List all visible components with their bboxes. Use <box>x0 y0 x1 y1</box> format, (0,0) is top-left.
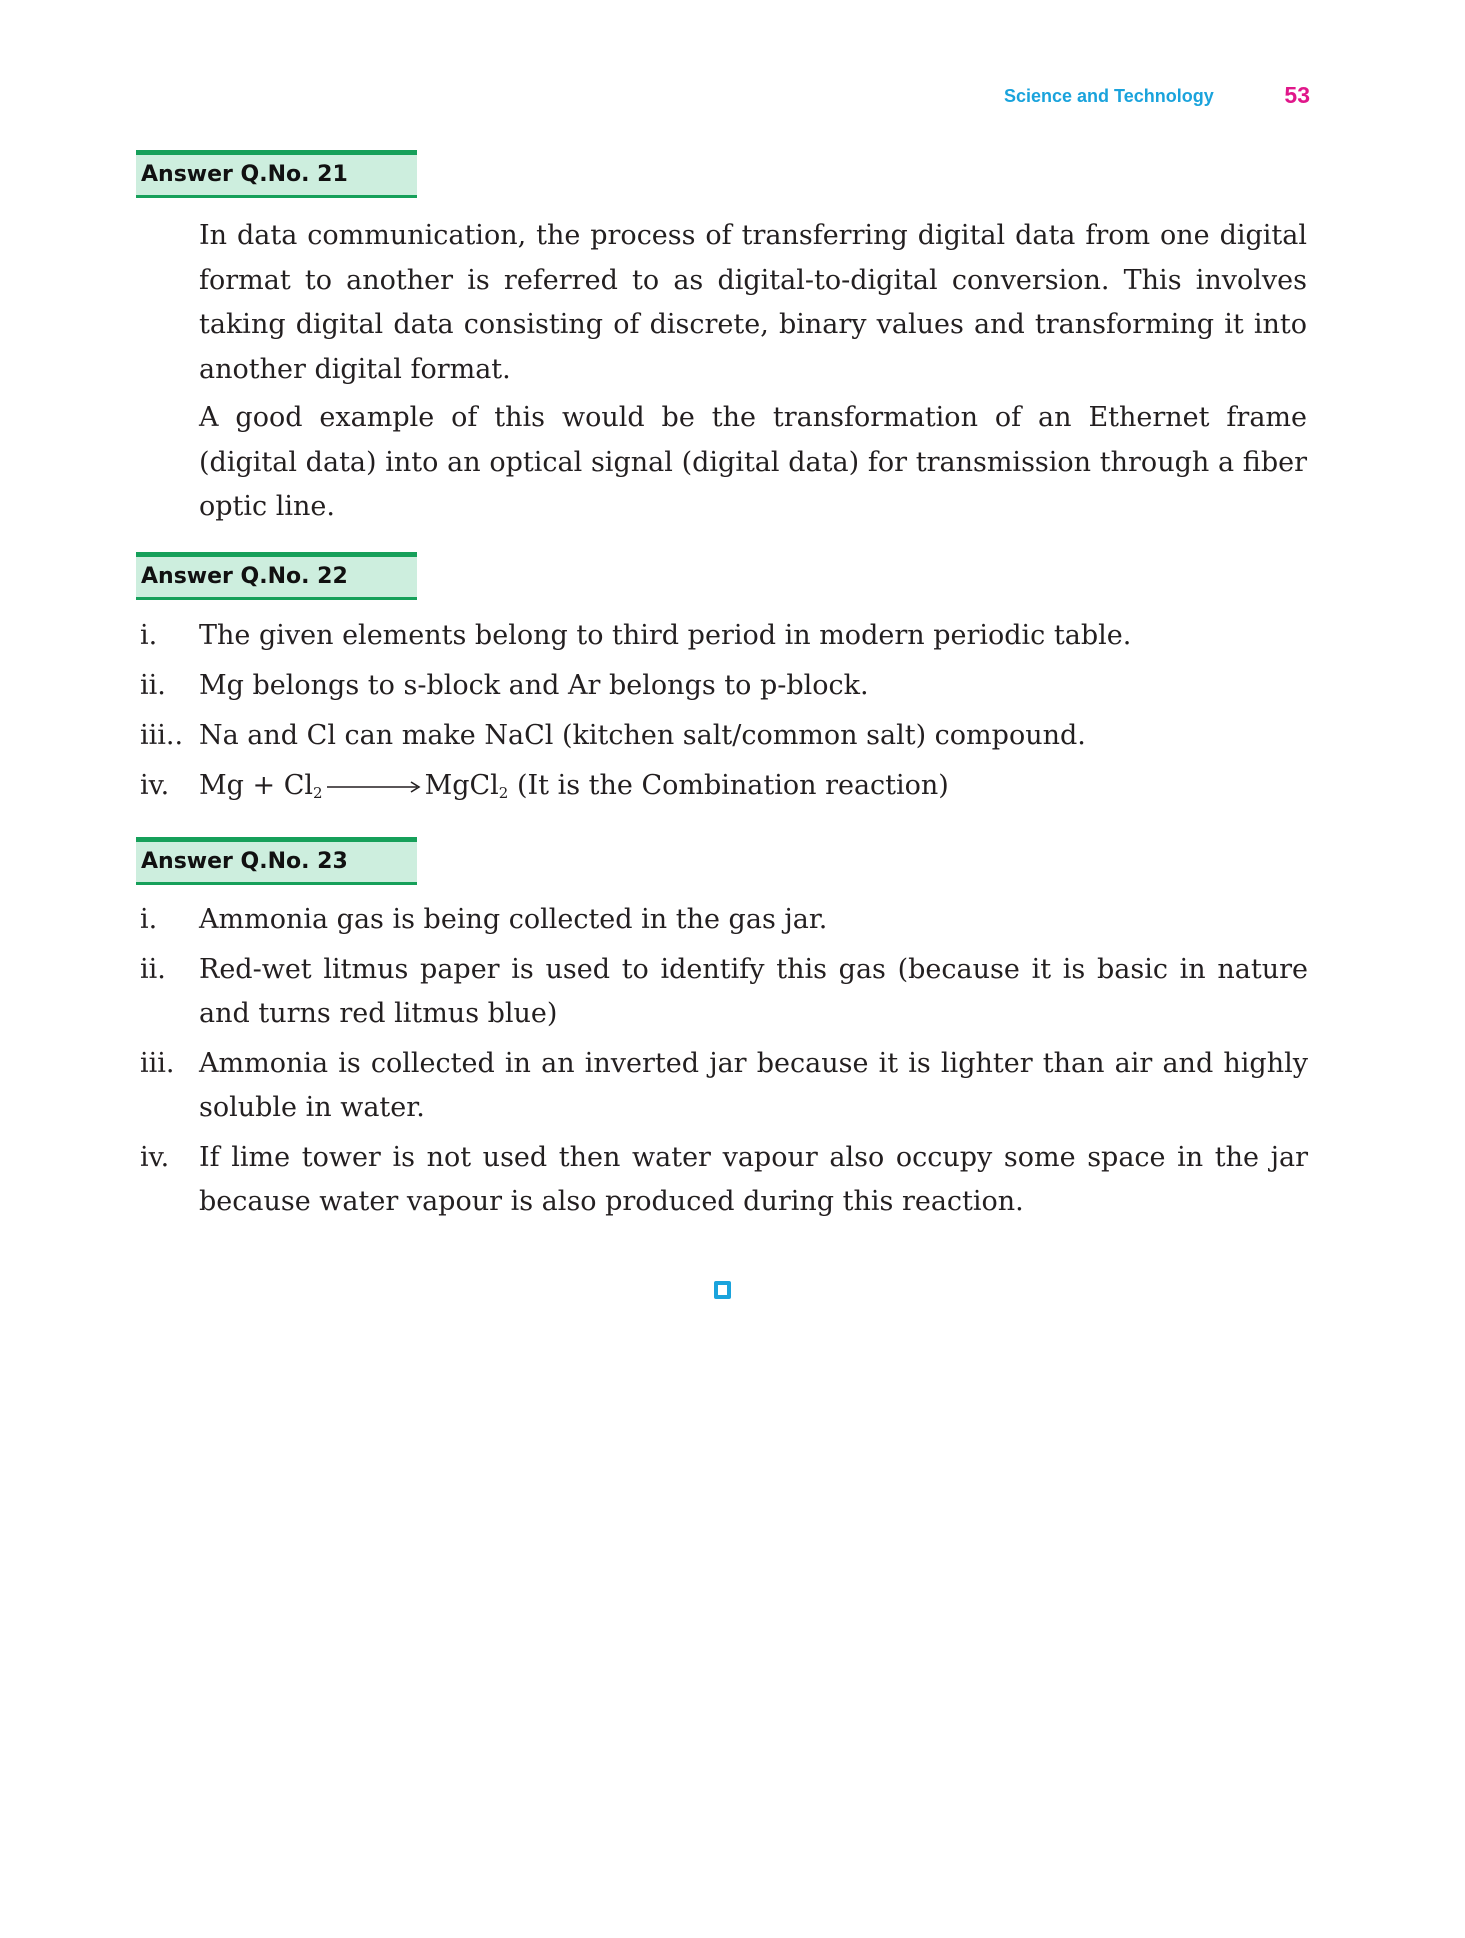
item-text: The given elements belong to third period in modern periodic table. <box>199 620 1132 651</box>
equation-rhs: MgCl <box>424 770 499 801</box>
answer-22-list <box>140 614 1308 815</box>
list-item <box>140 898 1308 942</box>
item-number: i. <box>140 904 158 935</box>
answer-heading-22 <box>136 552 417 600</box>
list-item <box>140 1042 1308 1130</box>
rhs-subscript: 2 <box>498 784 509 802</box>
answer-heading-23 <box>136 837 417 885</box>
heading-text: Answer Q.No. 22 <box>141 564 348 589</box>
item-text: If lime tower is not used then water vapour also occupy some space in the jar because water vapour is also produced during this reaction. <box>199 1142 1308 1217</box>
equation-lhs: Mg + Cl <box>199 770 314 801</box>
running-title: Science and Technology <box>1004 86 1214 106</box>
item-number: iii.. <box>140 720 184 751</box>
answer-23-list <box>140 898 1308 1224</box>
list-item <box>140 664 1308 708</box>
square-end-icon <box>714 1281 731 1299</box>
list-item <box>140 614 1308 658</box>
equation-note: (It is the Combination reaction) <box>516 770 949 801</box>
item-number: i. <box>140 620 158 651</box>
item-number: ii. <box>140 954 166 985</box>
item-number: iii. <box>140 1048 175 1079</box>
lhs-subscript: 2 <box>313 784 323 802</box>
page-number: 53 <box>1284 82 1310 108</box>
answer-21-paragraph-1: In data communication, the process of transferring digital data from one digital format to another is referred to as digital-to-digital conversion. This involves taking digital data consisting of discrete, binary values and transforming it into another digital format. <box>199 220 1307 385</box>
list-item <box>140 948 1308 1036</box>
item-text: Mg belongs to s-block and Ar belongs to p-block. <box>199 670 869 701</box>
item-number: ii. <box>140 670 166 701</box>
item-text: Ammonia gas is being collected in the gas jar. <box>199 904 828 935</box>
item-text: Red-wet litmus paper is used to identify this gas (because it is basic in nature and turns red litmus blue) <box>199 954 1308 1029</box>
answer-heading-21 <box>136 150 417 198</box>
item-text: Ammonia is collected in an inverted jar because it is lighter than air and highly soluble in water. <box>199 1048 1308 1123</box>
list-item <box>140 1136 1308 1224</box>
heading-text: Answer Q.No. 23 <box>141 849 348 874</box>
answer-21-paragraph-2: A good example of this would be the transformation of an Ethernet frame (digital data) into an optical signal (digital data) for transmission through a fiber optic line. <box>199 402 1307 522</box>
running-header <box>1000 84 1310 114</box>
item-text: Na and Cl can make NaCl (kitchen salt/common salt) compound. <box>199 720 1086 751</box>
reaction-arrow-icon <box>327 780 421 794</box>
item-number: iv. <box>140 1142 170 1173</box>
list-item-equation <box>140 764 1308 815</box>
item-number: iv. <box>140 770 170 801</box>
heading-text: Answer Q.No. 21 <box>141 162 348 187</box>
list-item <box>140 714 1308 758</box>
